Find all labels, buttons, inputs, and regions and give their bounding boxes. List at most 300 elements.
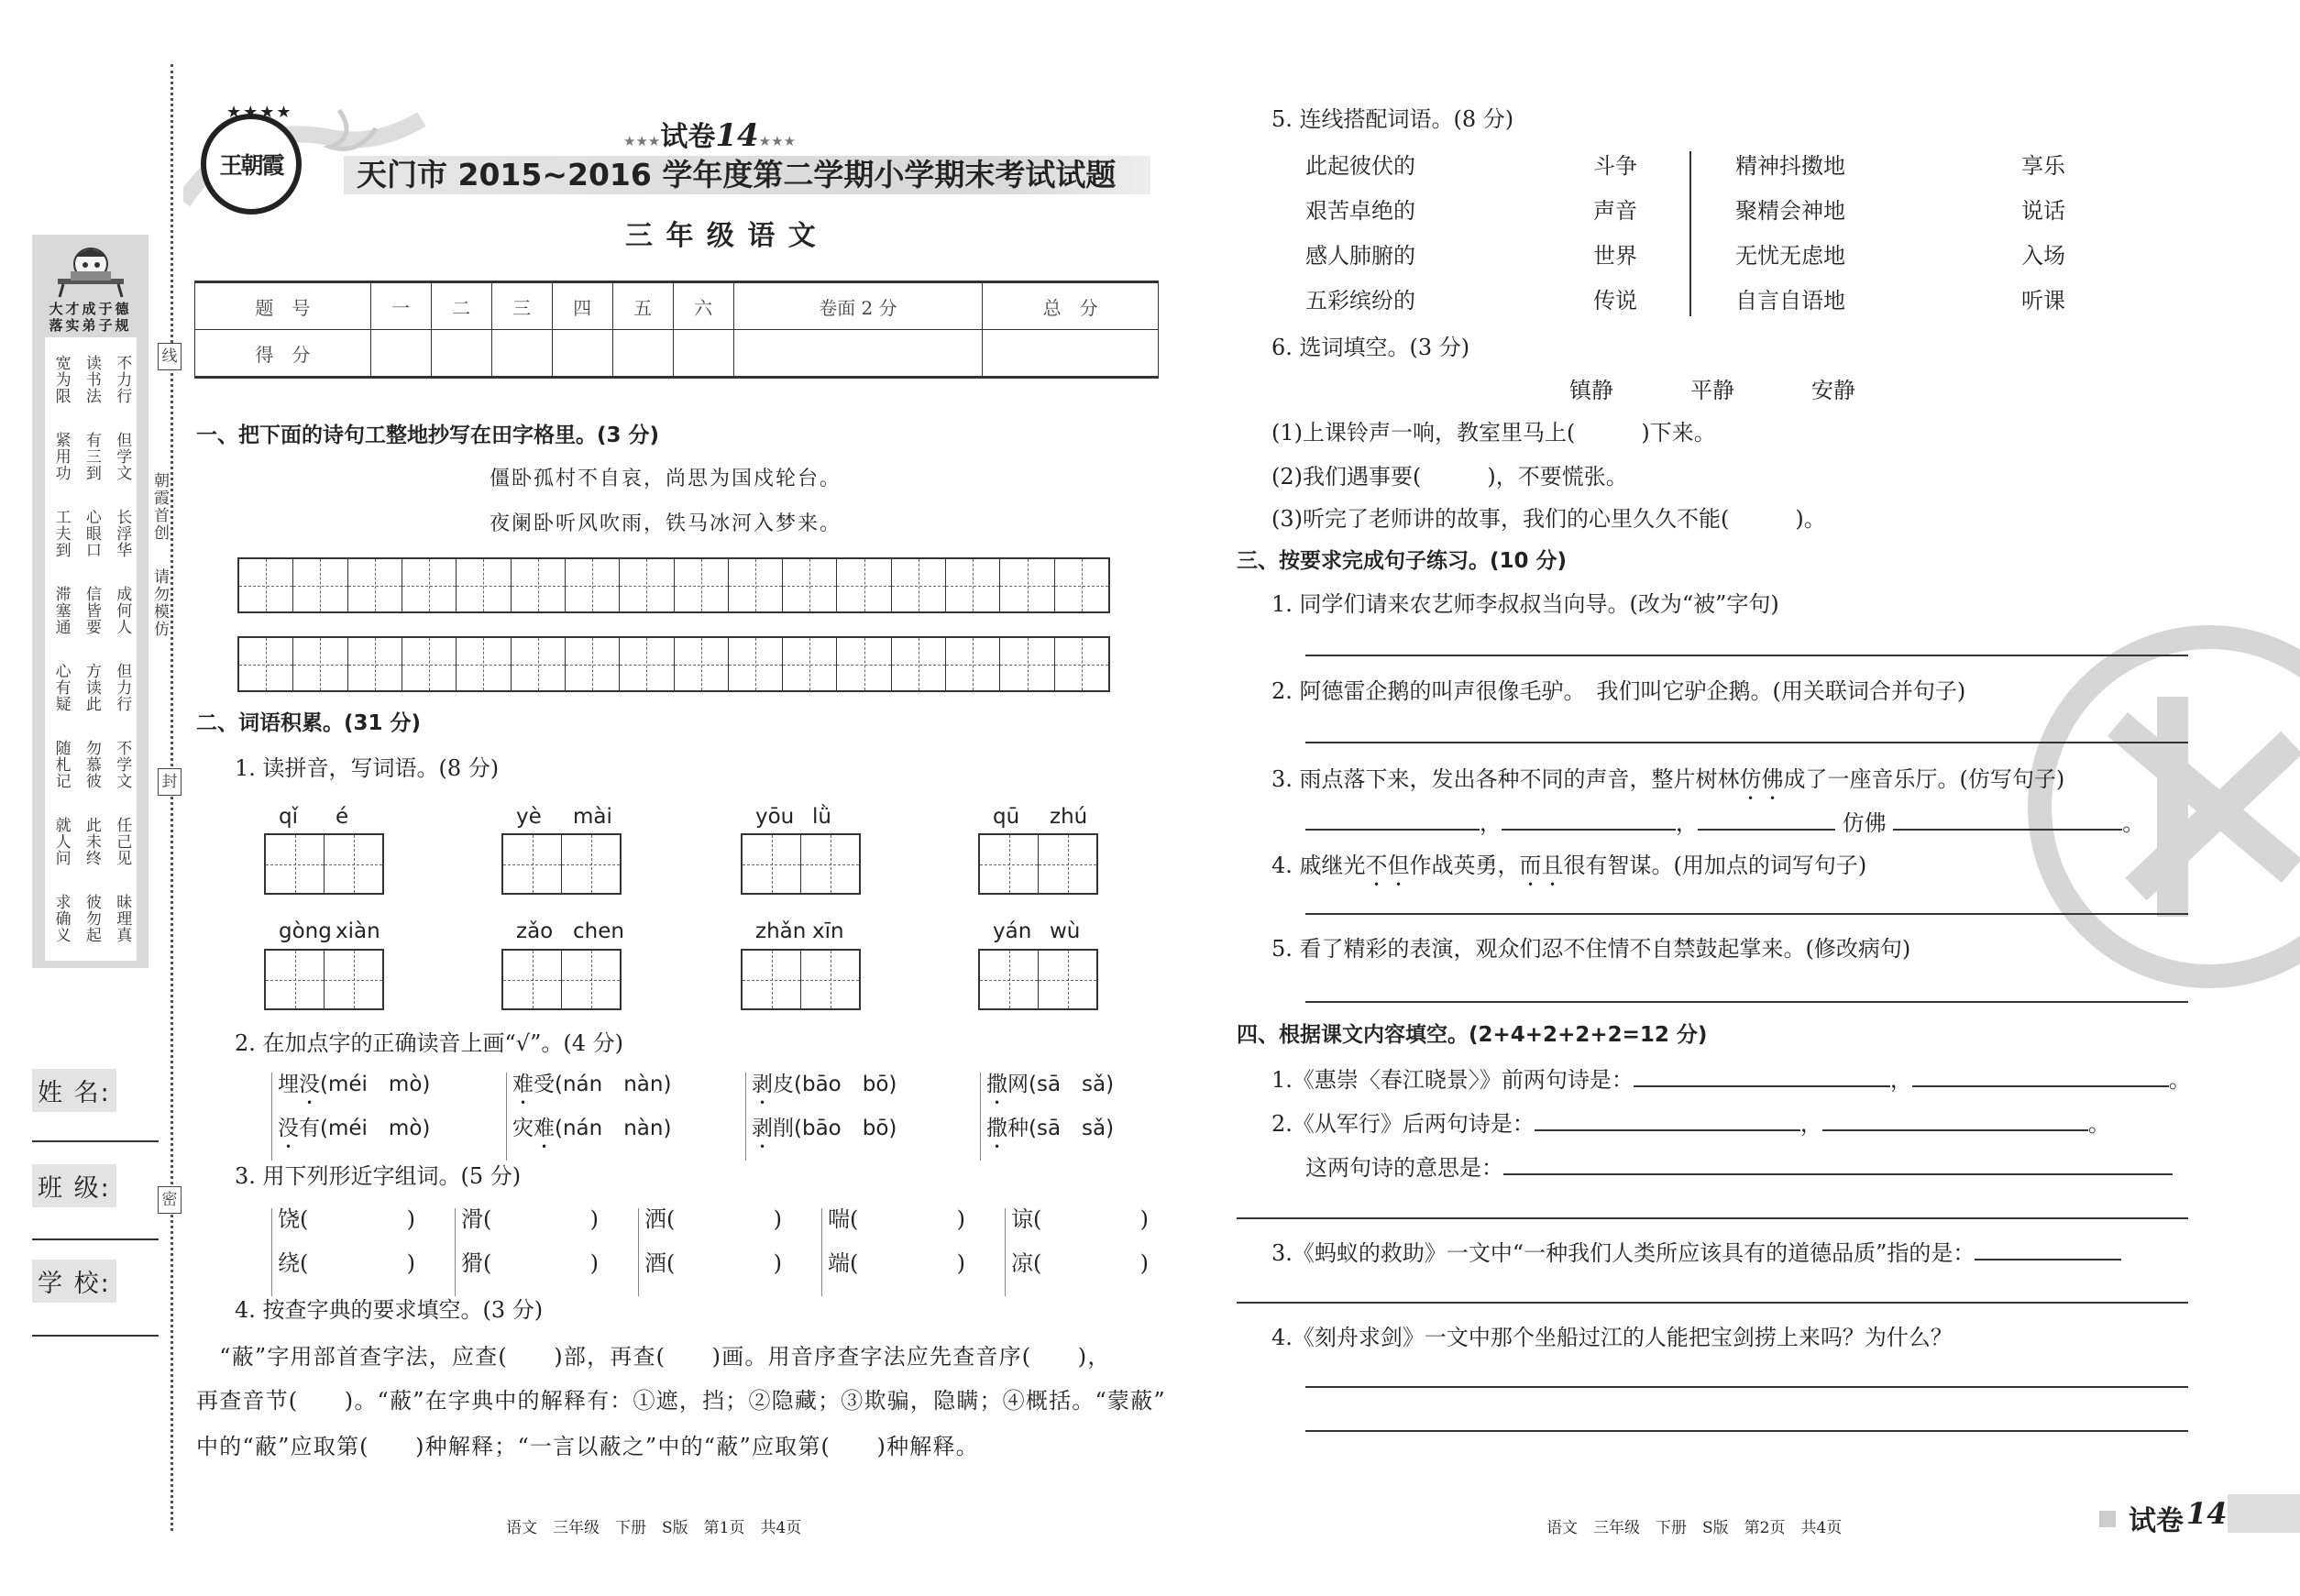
char: 猾: [461, 1250, 483, 1276]
grid-cell[interactable]: [292, 559, 347, 611]
verse-cell: 长浮华: [113, 509, 132, 558]
pinyin-syllable: mài: [573, 805, 612, 829]
word-post: 网: [1007, 1073, 1029, 1096]
school-label: 学 校:: [32, 1260, 116, 1303]
verse-cell: 但学文: [113, 432, 132, 481]
grid-cell[interactable]: [511, 559, 565, 611]
comma: ，: [1799, 1111, 1822, 1137]
comma: ，: [1889, 1067, 1912, 1093]
char-label: 谅(: [1011, 1206, 1042, 1232]
verse-cell: 读书法: [82, 355, 101, 404]
word-blank[interactable]: ): [956, 1206, 965, 1232]
grid-cell[interactable]: [836, 559, 890, 611]
grid-cell[interactable]: [503, 835, 561, 893]
pinyin-options[interactable]: (sā sǎ): [1029, 1117, 1115, 1140]
verse-cell: 工夫到: [51, 509, 71, 558]
pinyin-syllable: xīn: [812, 919, 844, 943]
dotted-char: 剥: [752, 1073, 773, 1096]
pinyin-answer-box[interactable]: [978, 949, 1098, 1010]
word-post: 受: [534, 1073, 555, 1096]
match-word[interactable]: 无忧无虑地: [1735, 243, 1845, 269]
grid-cell[interactable]: [511, 638, 565, 690]
s3-q3-blank-4[interactable]: [1893, 810, 2122, 831]
section-3-title: 三、按要求完成句子练习。(10 分): [1237, 549, 1568, 573]
q2-3-title: 3. 用下列形近字组词。(5 分): [235, 1163, 522, 1189]
class-label: 班 级:: [32, 1164, 116, 1207]
verse-cell: 但力行: [113, 663, 132, 712]
verse-row: [45, 495, 137, 572]
match-word[interactable]: 世界: [1593, 243, 1637, 269]
char: 酒: [644, 1250, 666, 1276]
pinyin-answer-box[interactable]: [741, 833, 861, 895]
score-header-cell: 二: [431, 282, 491, 330]
word-blank[interactable]: ): [406, 1250, 415, 1276]
pronunciation-item[interactable]: [512, 1073, 671, 1117]
word-pre: 灾: [512, 1117, 534, 1140]
s3-q3-fill-word: 仿佛: [1842, 810, 1887, 836]
word-blank[interactable]: ): [589, 1250, 599, 1276]
pronunciation-item[interactable]: [278, 1073, 430, 1117]
score-cell[interactable]: [491, 330, 552, 378]
grid-cell[interactable]: [728, 638, 782, 690]
grid-cell[interactable]: [674, 559, 728, 611]
grid-cell[interactable]: [324, 835, 382, 893]
verse-cell: 心眼口: [82, 509, 101, 558]
s3-q3: [1271, 766, 2064, 805]
verse-cell: 就人问: [51, 817, 71, 866]
grid-cell[interactable]: [836, 638, 890, 690]
student-illustration-icon: [50, 242, 131, 299]
s4-q3-blank[interactable]: [1975, 1240, 2121, 1260]
match-word[interactable]: 感人肺腑的: [1305, 243, 1415, 269]
char-item: [1011, 1252, 1149, 1296]
char: 谅: [1011, 1206, 1033, 1232]
word-blank[interactable]: ): [1139, 1206, 1149, 1232]
s4-q4-answer-line-2[interactable]: [1305, 1430, 2188, 1432]
score-cell[interactable]: [612, 330, 673, 378]
score-table-header-row: [195, 282, 1159, 330]
copyright-notice-1: 朝霞首创: [150, 472, 169, 542]
word-blank[interactable]: ): [1139, 1250, 1149, 1276]
pinyin-syllable: qǐ: [279, 805, 298, 829]
s4-q4: 4.《刻舟求剑》一文中那个坐船过江的人能把宝剑捞上来吗？为什么？: [1271, 1325, 1953, 1350]
char: 凉: [1011, 1250, 1033, 1276]
pinyin-answer-box[interactable]: [501, 949, 622, 1010]
s3-q3-blank-2[interactable]: [1502, 810, 1676, 831]
paper-badge: [2099, 1494, 2300, 1537]
s3-q3-fill-row: [1305, 810, 2144, 834]
pronunciation-group: [745, 1073, 897, 1161]
grid-cell[interactable]: [743, 835, 800, 893]
char-label: 饶(: [278, 1206, 309, 1232]
s3-q3-text-post: 成了一座音乐厅。(仿写句子): [1783, 766, 2065, 792]
s3-q2: 2. 阿德雷企鹅的叫声很像毛驴。 我们叫它驴企鹅。(用关联词合并句子): [1271, 678, 1966, 704]
s4-q4-answer-line-1[interactable]: [1305, 1386, 2188, 1388]
pinyin-syllable: é: [336, 805, 349, 829]
stars-left: ★★★: [623, 133, 661, 149]
pinyin-answer-box[interactable]: [501, 833, 622, 895]
score-cell[interactable]: [733, 330, 983, 378]
grid-cell[interactable]: [800, 951, 859, 1008]
dizigui-verses: [45, 337, 137, 961]
grid-cell[interactable]: [891, 638, 945, 690]
binding-mark-feng: 封: [158, 768, 182, 796]
char-label: 滑(: [461, 1206, 492, 1232]
match-word[interactable]: 享乐: [2021, 153, 2065, 179]
section-4-title: 四、根据课文内容填空。(2+4+2+2+2=12 分): [1237, 1023, 1708, 1047]
score-cell[interactable]: [983, 330, 1159, 378]
char-item: [828, 1208, 965, 1252]
grid-cell[interactable]: [565, 559, 619, 611]
grid-cell[interactable]: [266, 951, 324, 1008]
badge-squares-icon: [2099, 1511, 2116, 1527]
q6-item-2: (2)我们遇事要( )，不要慌张。: [1271, 464, 1628, 490]
verse-cell: 成何人: [113, 586, 132, 635]
score-cell[interactable]: [673, 330, 733, 378]
pronunciation-item[interactable]: [512, 1117, 671, 1161]
s3-q3-dotted-word: 仿佛: [1739, 766, 1784, 792]
pronunciation-item[interactable]: [986, 1073, 1114, 1117]
motto-line-1: 大才成于德: [49, 301, 132, 317]
s4-q2-blank-2[interactable]: [1822, 1111, 2088, 1131]
s3-q1: 1. 同学们请来农艺师李叔叔当向导。(改为“被”字句): [1271, 591, 1779, 617]
word-blank[interactable]: ): [406, 1206, 415, 1232]
left-page-footer: 语文 三年级 下册 S版 第1页 共4页: [506, 1519, 802, 1537]
pinyin-syllable: zhǎn: [755, 919, 807, 943]
matching-divider: [1689, 151, 1691, 316]
score-header-cell: 三: [491, 282, 552, 330]
s4-q1: [1271, 1067, 2191, 1091]
s3-q5-answer-line[interactable]: [1305, 1001, 2188, 1003]
binding-mark-mi: 密: [158, 1186, 182, 1214]
grid-cell[interactable]: [347, 559, 402, 611]
char-pair: [1005, 1208, 1149, 1296]
char-label: 酒(: [644, 1250, 676, 1276]
grid-cell[interactable]: [239, 559, 292, 611]
pronunciation-item[interactable]: [752, 1073, 897, 1117]
pronunciation-item[interactable]: [752, 1117, 897, 1161]
s3-q3-blank-3[interactable]: [1698, 810, 1835, 831]
char-item: [278, 1208, 415, 1252]
grid-cell[interactable]: [891, 559, 945, 611]
s3-q4-text: 很有智谋。(用加点的词写句子): [1563, 853, 1867, 878]
verse-row: [45, 880, 137, 957]
pinyin-options[interactable]: (bāo bō): [794, 1073, 897, 1096]
grid-cell[interactable]: [1038, 835, 1096, 893]
char-label: 喘(: [828, 1206, 859, 1232]
char: 端: [828, 1250, 850, 1276]
s3-q4-answer-line[interactable]: [1305, 913, 2188, 915]
grid-cell[interactable]: [1054, 559, 1108, 611]
pinyin-syllable: lǜ: [812, 805, 831, 829]
char-item: [644, 1208, 782, 1252]
match-word[interactable]: 此起彼伏的: [1305, 153, 1415, 179]
badge-label: 试卷: [2129, 1505, 2184, 1537]
char-item: [644, 1252, 782, 1296]
verse-cell: 方读此: [82, 663, 101, 712]
dotted-char: 剥: [752, 1117, 773, 1140]
pinyin-syllable: xiàn: [336, 919, 380, 943]
char-item: [1011, 1208, 1149, 1252]
grid-cell[interactable]: [402, 559, 456, 611]
char-label: 凉(: [1011, 1250, 1042, 1276]
grid-cell[interactable]: [266, 835, 324, 893]
s3-q3-blank-1[interactable]: [1305, 810, 1480, 831]
score-header-cell: 题 号: [195, 282, 371, 330]
char-pair: [455, 1208, 599, 1296]
char-pair: [271, 1208, 415, 1296]
pronunciation-item[interactable]: [986, 1117, 1114, 1161]
verse-cell: 勿慕彼: [82, 740, 101, 789]
pinyin-options[interactable]: (sā sǎ): [1029, 1073, 1115, 1096]
q6-item-1: (1)上课铃声一响，教室里马上( )下来。: [1271, 420, 1716, 446]
grid-cell[interactable]: [402, 638, 456, 690]
verse-cell: 求确义: [51, 894, 71, 943]
word-blank[interactable]: ): [773, 1206, 782, 1232]
grid-cell[interactable]: [782, 559, 836, 611]
s3-q5: 5. 看了精彩的表演，观众们忍不住情不自禁鼓起掌来。(修改病句): [1271, 936, 1911, 962]
grid-cell[interactable]: [324, 951, 382, 1008]
grid-cell[interactable]: [292, 638, 347, 690]
pronunciation-group: [980, 1073, 1114, 1161]
copyright-notice-2: 请勿模仿: [150, 568, 169, 638]
word-post: 削: [773, 1117, 794, 1140]
match-word[interactable]: 斗争: [1593, 153, 1637, 179]
name-field[interactable]: [32, 1140, 159, 1142]
grid-cell[interactable]: [945, 559, 999, 611]
match-word[interactable]: 听课: [2021, 288, 2065, 314]
school-field[interactable]: [32, 1335, 159, 1337]
pinyin-options[interactable]: (nán nàn): [555, 1117, 672, 1140]
score-row-label: 得 分: [195, 330, 371, 378]
verse-cell: 宽为限: [51, 355, 71, 404]
pinyin-syllable: zhú: [1050, 805, 1088, 829]
s3-q4: [1271, 853, 1866, 891]
grid-cell[interactable]: [456, 638, 510, 690]
score-table-score-row: [195, 330, 1159, 378]
match-word[interactable]: 五彩缤纷的: [1305, 288, 1415, 314]
pinyin-syllable: wù: [1050, 919, 1081, 943]
s4-q2-text: 2.《从军行》后两句诗是：: [1271, 1111, 1535, 1137]
verse-cell: 心有疑: [51, 663, 71, 712]
poem-line-1: 僵卧孤村不自哀，尚思为国戍轮台。: [490, 468, 842, 490]
pinyin-syllable: qū: [993, 805, 1020, 829]
dotted-char: 没: [299, 1073, 320, 1096]
section-2-title: 二、词语积累。(31 分): [196, 711, 422, 735]
word-post: 种: [1007, 1117, 1029, 1140]
badge-number: 14: [2186, 1496, 2228, 1531]
dictionary-paragraph-line-1: “蔽”字用部首查字法，应查( )部，再查( )画。用音序查字法应先查音序( )，: [196, 1344, 1111, 1370]
pinyin-answer-box[interactable]: [264, 949, 384, 1010]
dictionary-paragraph-line-3: 中的“蔽”应取第( )种解释；“一言以蔽之”中的“蔽”应取第( )种解释。: [196, 1434, 979, 1459]
grid-cell[interactable]: [565, 638, 619, 690]
dizigui-sidebar: [32, 235, 149, 968]
pinyin-options[interactable]: (nán nàn): [555, 1073, 672, 1096]
match-word[interactable]: 说话: [2021, 198, 2065, 224]
grid-cell[interactable]: [999, 559, 1053, 611]
match-word[interactable]: 声音: [1593, 198, 1637, 224]
pronunciation-group: [271, 1073, 430, 1161]
char-pair: [638, 1208, 782, 1296]
score-header-cell: 五: [612, 282, 673, 330]
s4-q2-answer-line[interactable]: [1237, 1217, 2188, 1219]
copy-grid-row-2[interactable]: [237, 636, 1110, 692]
paper-label: 试卷: [660, 121, 716, 153]
s3-q1-answer-line[interactable]: [1305, 655, 2188, 656]
grid-cell[interactable]: [743, 951, 800, 1008]
char-item: [828, 1252, 965, 1296]
pronunciation-item[interactable]: [278, 1117, 430, 1161]
grid-cell[interactable]: [503, 951, 561, 1008]
match-word[interactable]: 传说: [1593, 288, 1637, 314]
word-choice: 安静: [1811, 378, 1855, 403]
s4-q1-blank-1[interactable]: [1634, 1067, 1890, 1087]
section-1-title: 一、把下面的诗句工整地抄写在田字格里。(3 分): [196, 424, 660, 447]
s3-q4-dotted-word-1: 不但: [1365, 853, 1410, 878]
s4-q2-blank-1[interactable]: [1535, 1111, 1800, 1131]
comma: ，: [1676, 810, 1698, 836]
period: 。: [2122, 810, 2145, 836]
q2-2-title: 2. 在加点字的正确读音上画“√”。(4 分): [235, 1030, 623, 1056]
char: 绕: [278, 1250, 300, 1276]
dotted-char: 难: [534, 1117, 555, 1140]
score-cell[interactable]: [370, 330, 431, 378]
grid-cell[interactable]: [347, 638, 402, 690]
grid-cell[interactable]: [561, 835, 620, 893]
grid-cell[interactable]: [782, 638, 836, 690]
dotted-char: 撒: [986, 1073, 1007, 1096]
verse-cell: 此未终: [82, 817, 101, 866]
dotted-char: 没: [278, 1117, 299, 1140]
match-word[interactable]: 聚精会神地: [1735, 198, 1845, 224]
grid-cell[interactable]: [456, 559, 510, 611]
verse-row: [45, 803, 137, 880]
char: 饶: [278, 1206, 300, 1232]
pinyin-options[interactable]: (bāo bō): [794, 1117, 897, 1140]
char: 喘: [828, 1206, 850, 1232]
s3-q2-answer-line[interactable]: [1305, 742, 2188, 743]
verse-row: [45, 649, 137, 726]
s3-q4-text: 4. 戚继光: [1271, 853, 1366, 878]
dictionary-paragraph-line-2: 再查音节( )。“蔽”在字典中的解释有：①遮，挡；②隐藏；③欺骗，隐瞒；④概括。“蒙蔽”: [196, 1388, 1166, 1414]
grid-cell[interactable]: [561, 951, 620, 1008]
stars-right: ★★★: [758, 133, 797, 149]
pronunciation-group: [506, 1073, 671, 1161]
match-word[interactable]: 入场: [2021, 243, 2065, 269]
s4-q1-blank-2[interactable]: [1912, 1067, 2169, 1087]
s4-q2b-text: 这两句诗的意思是：: [1305, 1155, 1503, 1181]
grid-cell[interactable]: [1054, 638, 1108, 690]
s3-q3-text-pre: 3. 雨点落下来，发出各种不同的声音，整片树林: [1271, 766, 1740, 792]
char-item: [461, 1252, 599, 1296]
word-blank[interactable]: ): [956, 1250, 965, 1276]
name-label: 姓 名:: [32, 1069, 116, 1112]
q2-1-title: 1. 读拼音，写词语。(8 分): [235, 755, 500, 781]
period: 。: [2087, 1111, 2110, 1137]
q6-title: 6. 选词填空。(3 分): [1271, 335, 1470, 360]
verse-cell: 不力行: [113, 355, 132, 404]
grid-cell[interactable]: [674, 638, 728, 690]
score-header-cell: 一: [370, 282, 431, 330]
word-post: 有: [299, 1117, 320, 1140]
grid-cell[interactable]: [945, 638, 999, 690]
pinyin-answer-box[interactable]: [978, 833, 1098, 895]
word-blank[interactable]: ): [773, 1250, 782, 1276]
score-cell[interactable]: [431, 330, 491, 378]
right-page-footer: 语文 三年级 下册 S版 第2页 共4页: [1546, 1519, 1843, 1537]
pinyin-syllable: yè: [516, 805, 542, 829]
word-blank[interactable]: ): [589, 1206, 599, 1232]
q2-4-title: 4. 按查字典的要求填空。(3 分): [235, 1297, 544, 1323]
motto-line-2: 落实弟子规: [49, 317, 132, 334]
binding-mark-xian: 线: [158, 343, 182, 370]
char: 洒: [644, 1206, 666, 1232]
logo-text: 王朝霞: [219, 152, 283, 179]
char: 滑: [461, 1206, 483, 1232]
grid-cell[interactable]: [980, 835, 1038, 893]
s3-q4-text: 作战英勇，: [1409, 853, 1520, 878]
score-header-cell: 卷面 2 分: [733, 282, 983, 330]
word-post: 皮: [773, 1073, 794, 1096]
grid-cell[interactable]: [619, 559, 673, 611]
match-word[interactable]: 自言自语地: [1735, 288, 1845, 314]
pinyin-syllable: yōu: [755, 805, 795, 829]
match-word[interactable]: 艰苦卓绝的: [1305, 198, 1415, 224]
grid-cell[interactable]: [800, 835, 859, 893]
verse-cell: 彼勿起: [82, 894, 101, 943]
grid-cell[interactable]: [239, 638, 292, 690]
score-cell[interactable]: [552, 330, 612, 378]
verse-cell: 滞塞通: [51, 586, 71, 635]
char-label: 洒(: [644, 1206, 676, 1232]
s4-q2: [1271, 1111, 2110, 1135]
s4-q2b: [1305, 1155, 2173, 1179]
verse-cell: 不学文: [113, 740, 132, 789]
q5-title: 5. 连线搭配词语。(8 分): [1271, 106, 1514, 132]
pinyin-options[interactable]: (méi mò): [320, 1117, 431, 1140]
verse-row: [45, 726, 137, 803]
pinyin-answer-box[interactable]: [264, 833, 384, 895]
paper-number-heading: [623, 114, 796, 154]
grid-cell[interactable]: [728, 559, 782, 611]
grid-cell[interactable]: [999, 638, 1053, 690]
s4-q3-answer-line[interactable]: [1237, 1302, 2188, 1304]
copy-grid-row-1[interactable]: [237, 557, 1110, 613]
dotted-char: 难: [512, 1073, 534, 1096]
verse-cell: 有三到: [82, 432, 101, 481]
pinyin-syllable: yán: [993, 919, 1032, 943]
verse-cell: 昧理真: [113, 894, 132, 943]
char-label: 绕(: [278, 1250, 309, 1276]
pinyin-syllable: zǎo: [516, 919, 554, 943]
char-label: 猾(: [461, 1250, 492, 1276]
score-table: [194, 281, 1159, 379]
match-word[interactable]: 精神抖擞地: [1735, 153, 1845, 179]
pinyin-answer-box[interactable]: [741, 949, 861, 1010]
s4-q2b-blank[interactable]: [1503, 1155, 2173, 1175]
char-item: [461, 1208, 599, 1252]
grid-cell[interactable]: [1038, 951, 1096, 1008]
dotted-char: 撒: [986, 1117, 1007, 1140]
grid-cell[interactable]: [980, 951, 1038, 1008]
verse-cell: 信皆要: [82, 586, 101, 635]
class-field[interactable]: [32, 1238, 159, 1240]
verse-cell: 紧用功: [51, 432, 71, 481]
char-item: [278, 1252, 415, 1296]
pinyin-options[interactable]: (méi mò): [320, 1073, 431, 1096]
grid-cell[interactable]: [619, 638, 673, 690]
crown-stars-icon: ★★★★: [226, 103, 293, 122]
